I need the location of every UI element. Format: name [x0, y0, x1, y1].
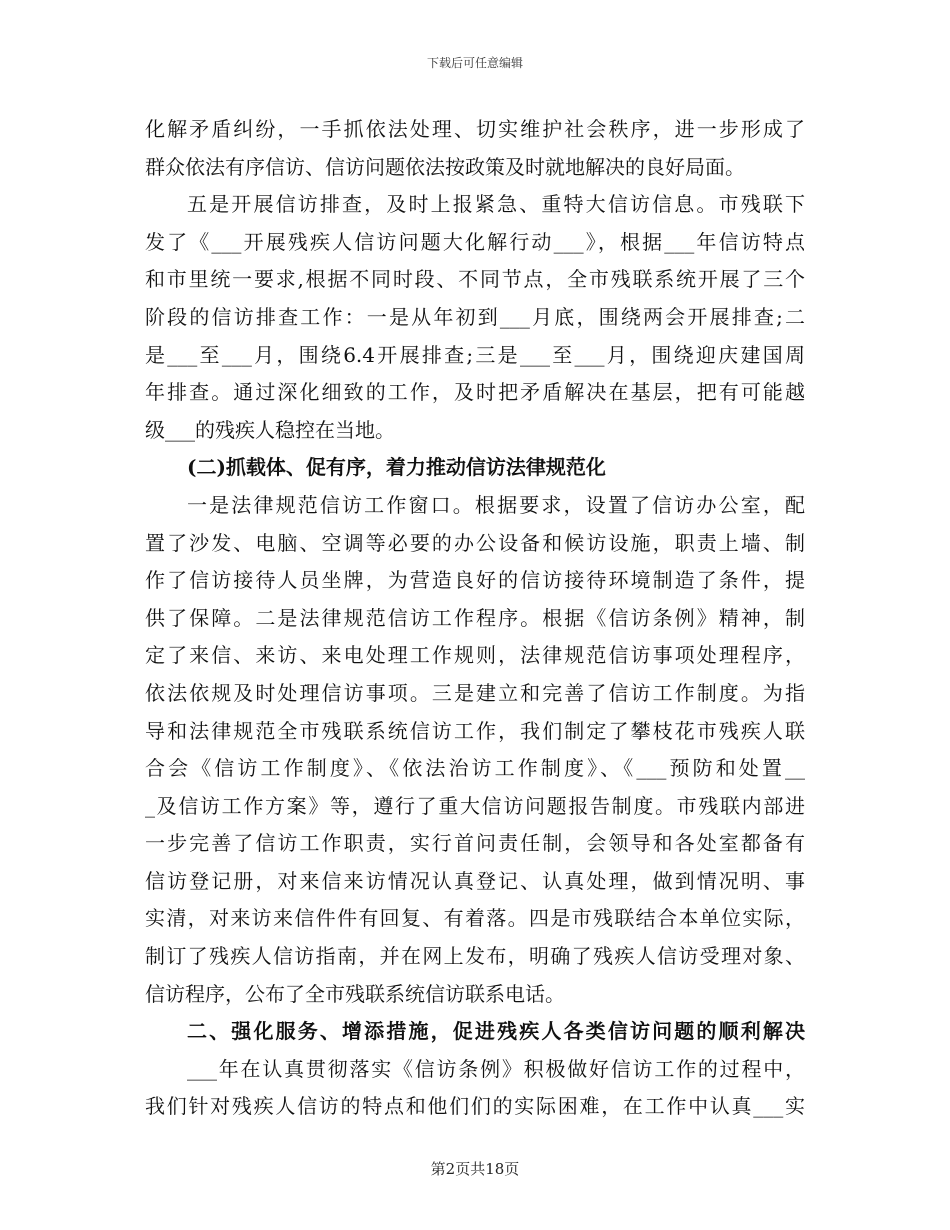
page-header: 下载后可任意编辑	[426, 56, 523, 70]
paragraph-line: 化解矛盾纠纷，一手抓依法处理、切实维护社会秩序，进一步形成了	[145, 117, 805, 141]
paragraph-line: 一是法律规范信访工作窗口。根据要求，设置了信访办公室，配	[187, 492, 805, 517]
paragraph-line: 我们针对残疾人信访的特点和他们们的实际困难，在工作中认真___实	[145, 1094, 805, 1119]
paragraph-line: _及信访工作方案》等，遵行了重大信访问题报告制度。市残联内部进	[145, 793, 805, 818]
paragraph-line: 定了来信、来访、来电处理工作规则，法律规范信访事项处理程序，	[145, 643, 805, 668]
paragraph-line: 一步完善了信访工作职责，实行首问责任制，会领导和各处室都备有	[145, 831, 805, 856]
paragraph-line: 年排查。通过深化细致的工作，及时把矛盾解决在基层，把有可能越	[145, 380, 805, 405]
paragraph-line: 作了信访接待人员坐牌，为营造良好的信访接待环境制造了条件，提	[145, 568, 805, 593]
paragraph-line: 发了《___开展残疾人信访问题大化解行动___》，根据___年信访特点	[145, 229, 805, 254]
paragraph-line: 五是开展信访排查，及时上报紧急、重特大信访信息。市残联下	[187, 192, 805, 217]
paragraph-line: 信访登记册，对来信来访情况认真登记、认真处理，做到情况明、事	[145, 868, 805, 893]
paragraph-line: 实清，对来访来信件件有回复、有着落。四是市残联结合本单位实际，	[145, 906, 805, 931]
paragraph-line: 合会《信访工作制度》、《依法治访工作制度》、《___预防和处置__	[145, 756, 805, 781]
paragraph-line: 导和法律规范全市残联系统信访工作，我们制定了攀枝花市残疾人联	[145, 718, 805, 743]
section-heading: 二、强化服务、增添措施，促进残疾人各类信访问题的顺利解决	[187, 1019, 805, 1044]
paragraph-line: 阶段的信访排查工作：一是从年初到___月底，围绕两会开展排查;二	[145, 304, 805, 329]
document-body	[145, 111, 805, 1126]
paragraph-line: 供了保障。二是法律规范信访工作程序。根据《信访条例》精神，制	[145, 605, 805, 630]
paragraph-line: 依法依规及时处理信访事项。三是建立和完善了信访工作制度。为指	[145, 680, 805, 705]
paragraph-line: 和市里统一要求,根据不同时段、不同节点，全市残联系统开展了三个	[145, 267, 805, 292]
paragraph-line: ___年在认真贯彻落实《信访条例》积极做好信访工作的过程中，	[187, 1056, 805, 1081]
page-footer: 第2页共18页	[430, 1160, 520, 1178]
paragraph-line: 是___至___月，围绕6.4开展排查;三是___至___月，围绕迎庆建国周	[145, 342, 805, 367]
paragraph-line: 置了沙发、电脑、空调等必要的办公设备和候访设施，职责上墙、制	[145, 530, 805, 555]
paragraph-line: 群众依法有序信访、信访问题依法按政策及时就地解决的良好局面。	[145, 154, 745, 179]
paragraph-line: 制订了残疾人信访指南，并在网上发布，明确了残疾人信访受理对象、	[145, 944, 805, 969]
paragraph-line: 级___的残疾人稳控在当地。	[145, 417, 395, 442]
section-heading: (二)抓载体、促有序，着力推动信访法律规范化	[187, 455, 606, 480]
paragraph-line: 信访程序，公布了全市残联系统信访联系电话。	[145, 981, 565, 1006]
